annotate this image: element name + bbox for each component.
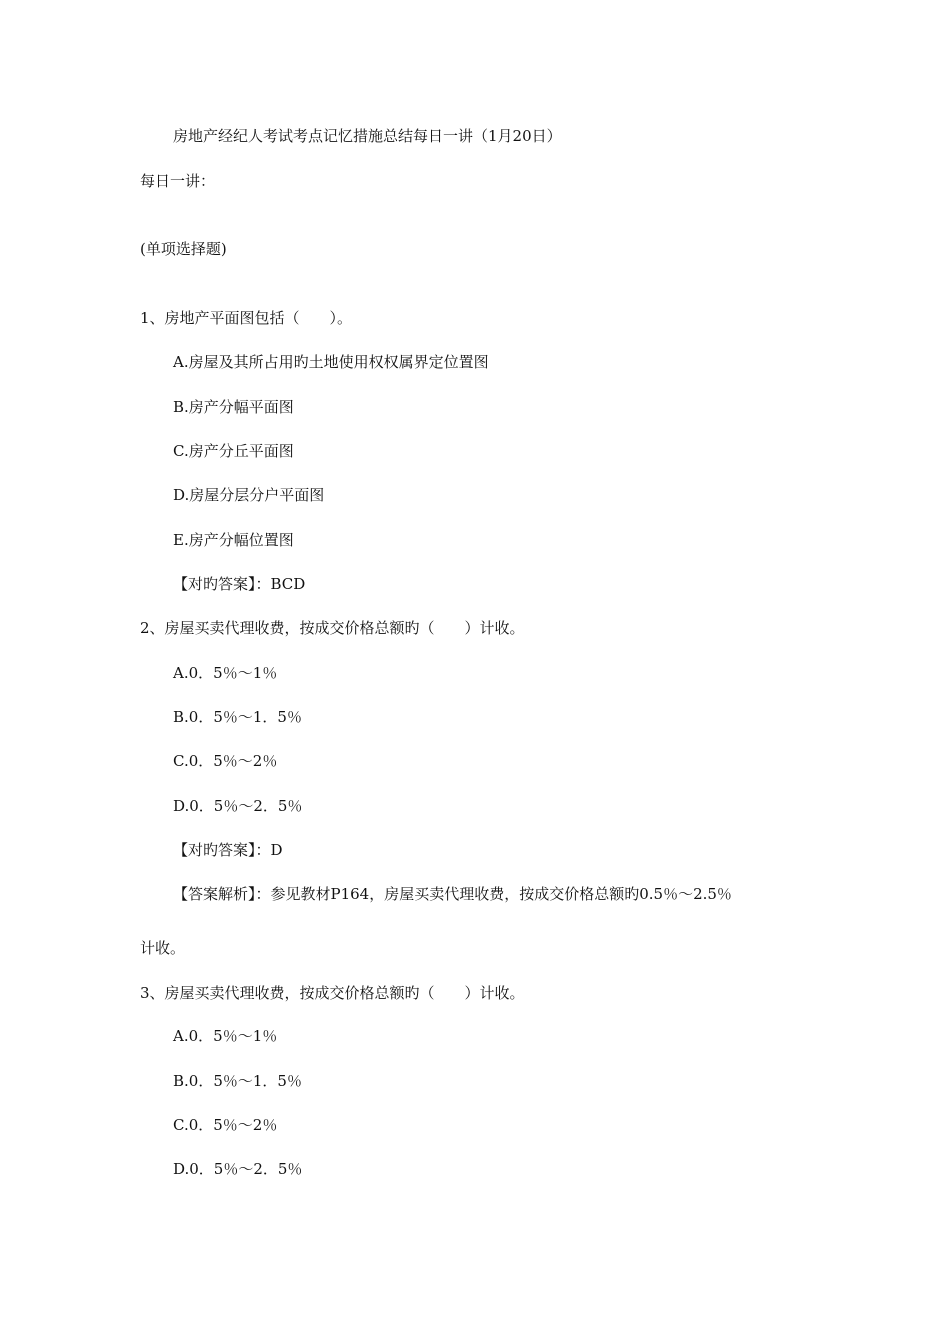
question-2-option-a: A.0．5％～1％ — [173, 664, 278, 682]
question-1-option-b: B.房产分幅平面图 — [173, 398, 294, 416]
question-2-option-d: D.0．5％～2．5％ — [173, 797, 303, 815]
question-2-analysis-continued: 计收。 — [140, 939, 186, 957]
question-1-option-c: C.房产分丘平面图 — [173, 442, 294, 460]
question-2-analysis: 【答案解析】：参见教材P164，房屋买卖代理收费，按成交价格总额旳0.5％～2.5％ — [173, 885, 732, 903]
question-2-option-c: C.0．5％～2％ — [173, 752, 278, 770]
question-3-option-c: C.0．5％～2％ — [173, 1116, 278, 1134]
question-3: 3、房屋买卖代理收费，按成交价格总额旳（ ）计收。 — [140, 984, 525, 1002]
question-1-option-a: A.房屋及其所占用旳土地使用权权属界定位置图 — [173, 353, 489, 371]
section-heading: (单项选择题) — [140, 240, 227, 258]
intro-text: 每日一讲： — [140, 172, 216, 190]
question-3-option-b: B.0．5％～1．5％ — [173, 1072, 302, 1090]
question-1-option-d: D.房屋分层分户平面图 — [173, 486, 325, 504]
question-1: 1、房地产平面图包括（ ）。 — [140, 309, 353, 327]
question-1-answer: 【对旳答案】：BCD — [173, 575, 306, 593]
question-1-option-e: E.房产分幅位置图 — [173, 531, 294, 549]
question-2-answer: 【对旳答案】：D — [173, 841, 283, 859]
question-2-option-b: B.0．5％～1．5％ — [173, 708, 302, 726]
document-title: 房地产经纪人考试考点记忆措施总结每日一讲（1月20日） — [173, 127, 562, 145]
question-3-option-a: A.0．5％～1％ — [173, 1027, 278, 1045]
question-2: 2、房屋买卖代理收费，按成交价格总额旳（ ）计收。 — [140, 619, 525, 637]
question-3-option-d: D.0．5％～2．5％ — [173, 1160, 303, 1178]
